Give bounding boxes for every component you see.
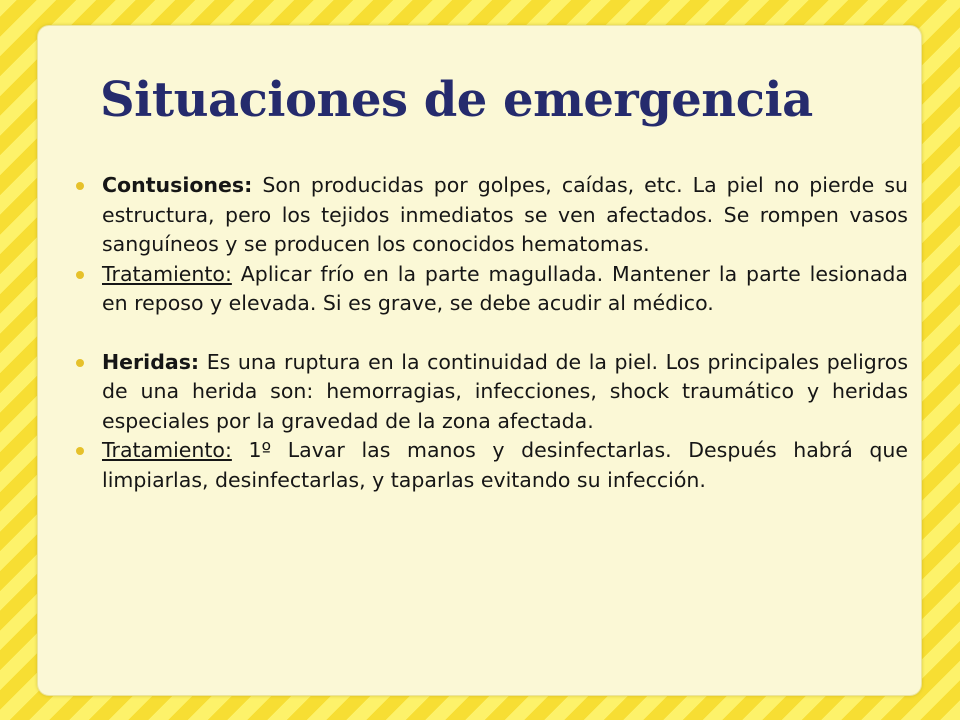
bullet-heridas [102, 348, 908, 437]
bullet-text-tratamiento-contusiones: Aplicar frío en la parte magullada. Mantener la parte lesionada en reposo y elevada. Si es grave, se debe acudir al médico. [102, 261, 908, 315]
slide-title: Situaciones de emergencia [100, 72, 813, 128]
bullet-tratamiento-contusiones [102, 260, 908, 319]
bullet-text-contusiones: Son producidas por golpes, caídas, etc. La piel no pierde su estructura, pero los tejidos inmediatos se ven afectados. Se rompen vasos sanguíneos y se producen los conocidos hematomas. [102, 173, 908, 256]
bullet-term-tratamiento-contusiones: Tratamiento: [102, 261, 232, 286]
bullet-marker [76, 182, 84, 190]
bullet-term-heridas: Heridas: [102, 349, 200, 374]
bullet-marker [76, 447, 84, 455]
bullet-term-contusiones: Contusiones: [102, 173, 253, 197]
bullet-marker [76, 359, 84, 367]
bullet-text-heridas: Es una ruptura en la continuidad de la piel. Los principales peligros de una herida son: hemorragias, infecciones, shock traumático y heridas especiales por la gravedad de la zona afectada. [102, 349, 908, 433]
bullet-marker [76, 271, 84, 279]
bullet-contusiones [102, 171, 908, 260]
bullet-list [102, 171, 908, 495]
bullet-text-tratamiento-heridas: 1º Lavar las manos y desinfectarlas. Después habrá que limpiarlas, desinfectarlas, y taparlas evitando su infección. [102, 438, 908, 492]
bullet-tratamiento-heridas [102, 436, 908, 495]
bullet-term-tratamiento-heridas: Tratamiento: [102, 438, 232, 462]
